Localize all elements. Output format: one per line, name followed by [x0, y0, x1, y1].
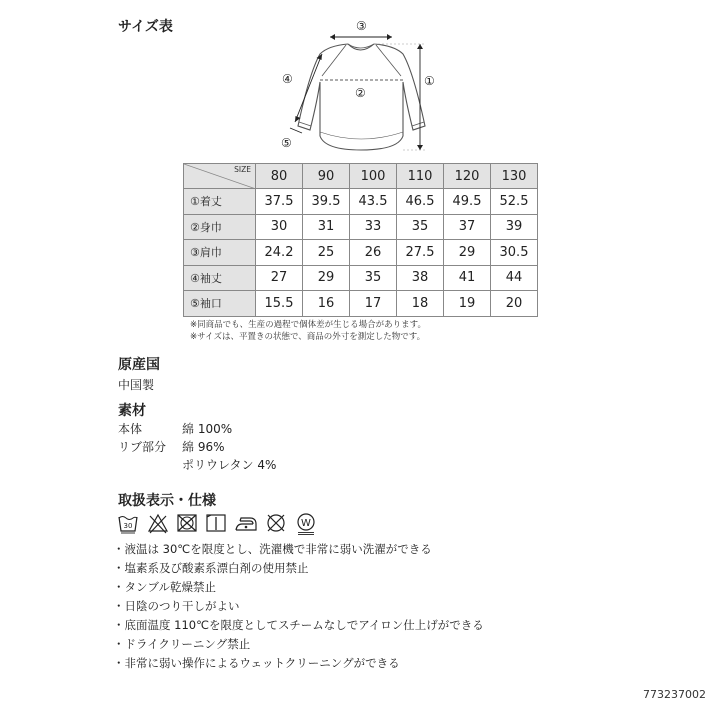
- care-title: 取扱表示・仕様: [118, 493, 216, 509]
- diagram-label-3: ③: [356, 19, 367, 33]
- table-cell: 29: [303, 265, 350, 291]
- diagram-label-1: ①: [424, 74, 435, 88]
- no-dry-clean-icon: [265, 512, 287, 534]
- table-cell: 31: [303, 214, 350, 240]
- wet-clean-gentle-icon: [295, 512, 317, 536]
- diagram-label-2: ②: [355, 86, 366, 100]
- row-label-cuff: ⑤袖口: [184, 291, 256, 317]
- table-cell: 19: [444, 291, 491, 317]
- table-cell: 29: [444, 240, 491, 266]
- diagram-label-5: ⑤: [281, 136, 292, 150]
- list-item: ・非常に弱い操作によるウェットクリーニングができる: [113, 656, 400, 670]
- product-code: 773237002: [643, 688, 706, 701]
- table-cell: 44: [491, 265, 538, 291]
- wash-30-tub-icon: [117, 512, 139, 534]
- list-item: ・底面温度 110℃を限度としてスチームなしでアイロン仕上げができる: [113, 618, 484, 632]
- list-item: ・塩素系及び酸素系漂白剤の使用禁止: [113, 561, 309, 575]
- origin-title: 原産国: [118, 357, 160, 373]
- list-item: ・ドライクリーニング禁止: [113, 637, 251, 651]
- size-corner-label: SIZE: [234, 165, 251, 174]
- material-part-body: 本体: [118, 422, 143, 436]
- list-item: ・液温は 30℃を限度とし、洗濯機で非常に弱い洗濯ができる: [113, 542, 432, 556]
- table-cell: 18: [397, 291, 444, 317]
- table-row: [184, 240, 538, 266]
- table-cell: 20: [491, 291, 538, 317]
- table-cell: 49.5: [444, 189, 491, 215]
- list-item: ・日陰のつり干しがよい: [113, 599, 240, 613]
- row-label-shoulder-width: ③肩巾: [184, 240, 256, 266]
- size-header-row: [184, 164, 538, 189]
- size-col-90: 90: [303, 164, 350, 189]
- table-cell: 30.5: [491, 240, 538, 266]
- table-cell: 43.5: [350, 189, 397, 215]
- table-cell: 17: [350, 291, 397, 317]
- size-chart-title: サイズ表: [118, 19, 173, 35]
- size-col-130: 130: [491, 164, 538, 189]
- material-part-rib: リブ部分: [118, 440, 167, 454]
- size-col-120: 120: [444, 164, 491, 189]
- table-row: [184, 265, 538, 291]
- size-col-110: 110: [397, 164, 444, 189]
- no-bleach-icon: [147, 512, 169, 534]
- material-value-rib: 綿 96%: [182, 440, 225, 454]
- table-row: [184, 214, 538, 240]
- table-cell: 46.5: [397, 189, 444, 215]
- row-label-sleeve-length: ④袖丈: [184, 265, 256, 291]
- table-cell: 39: [491, 214, 538, 240]
- table-cell: 16: [303, 291, 350, 317]
- material-value-body: 綿 100%: [182, 422, 233, 436]
- table-cell: 37: [444, 214, 491, 240]
- table-cell: 39.5: [303, 189, 350, 215]
- table-row: [184, 291, 538, 317]
- table-cell: 38: [397, 265, 444, 291]
- no-tumble-dry-icon: [176, 512, 198, 534]
- table-cell: 37.5: [256, 189, 303, 215]
- table-cell: 15.5: [256, 291, 303, 317]
- table-cell: 24.2: [256, 240, 303, 266]
- table-cell: 27: [256, 265, 303, 291]
- size-table: [183, 163, 538, 317]
- care-icons-row: [117, 512, 327, 536]
- table-cell: 25: [303, 240, 350, 266]
- iron-low-icon: [234, 512, 258, 534]
- table-cell: 41: [444, 265, 491, 291]
- wet-clean-letter: W: [301, 518, 311, 529]
- row-label-body-width: ②身巾: [184, 214, 256, 240]
- care-instructions-list: [113, 540, 484, 673]
- table-row: [184, 189, 538, 215]
- list-item: ・タンブル乾燥禁止: [113, 580, 217, 594]
- table-cell: 35: [397, 214, 444, 240]
- table-cell: 33: [350, 214, 397, 240]
- material-title: 素材: [118, 403, 146, 419]
- diagram-label-4: ④: [282, 72, 293, 86]
- table-cell: 35: [350, 265, 397, 291]
- wash-temperature-label: 30: [123, 522, 133, 530]
- origin-value: 中国製: [118, 378, 155, 392]
- table-cell: 52.5: [491, 189, 538, 215]
- size-col-100: 100: [350, 164, 397, 189]
- material-value-rib-2: ポリウレタン 4%: [182, 458, 277, 472]
- line-dry-shade-icon: [205, 512, 227, 534]
- table-cell: 26: [350, 240, 397, 266]
- size-note-2: ※サイズは、平置きの状態で、商品の外寸を測定した物です。: [190, 332, 426, 342]
- table-cell: 30: [256, 214, 303, 240]
- table-cell: 27.5: [397, 240, 444, 266]
- size-col-80: 80: [256, 164, 303, 189]
- size-corner-cell: [184, 164, 256, 189]
- size-note-1: ※同商品でも、生産の過程で個体差が生じる場合があります。: [190, 320, 426, 330]
- row-label-length: ①着丈: [184, 189, 256, 215]
